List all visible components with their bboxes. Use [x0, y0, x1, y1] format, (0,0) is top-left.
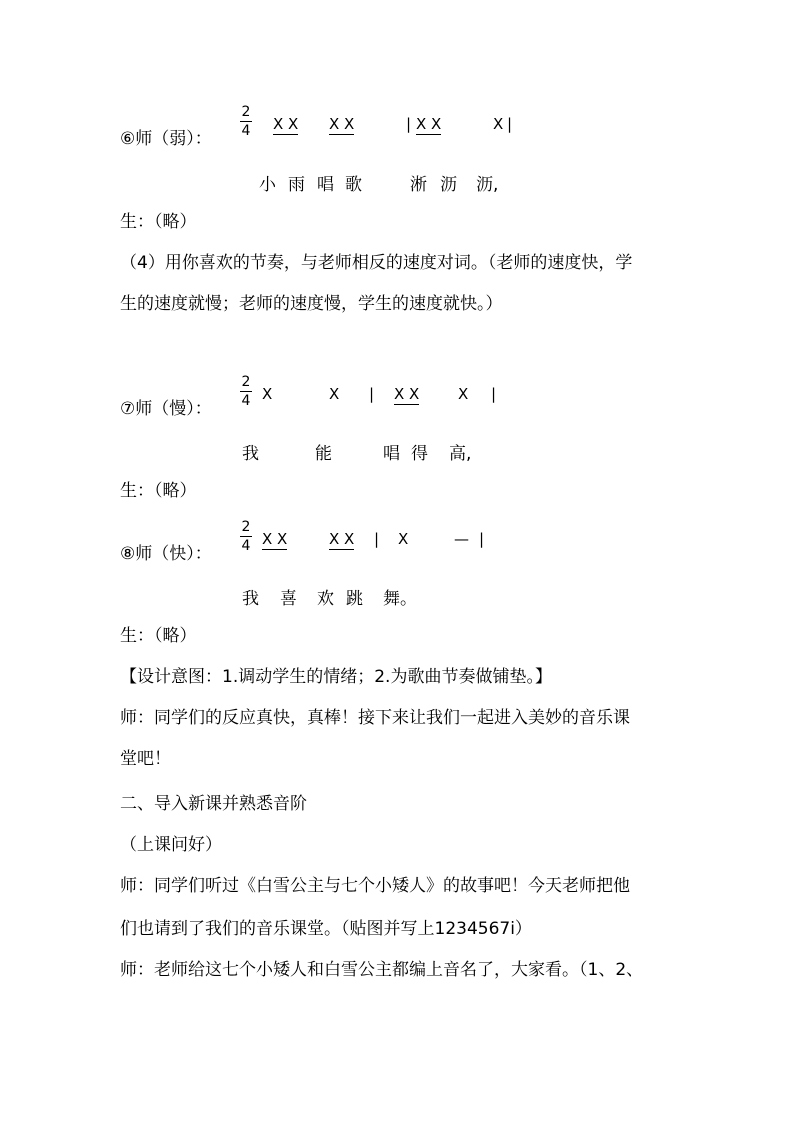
time-sig-top: 2	[241, 374, 251, 390]
lyric-char: 唱	[317, 175, 334, 195]
rhythm-note: X	[329, 385, 340, 403]
barline: |	[369, 385, 375, 403]
time-signature-8	[240, 519, 252, 554]
section-heading: 二、导入新课并熟悉音阶	[120, 794, 307, 814]
lyric-char: 欢	[317, 589, 334, 609]
time-signature-6	[240, 104, 252, 139]
barline: |	[491, 385, 497, 403]
paragraph-line: 师：老师给这七个小矮人和白雪公主都编上音名了，大家看。（1、2、	[120, 960, 644, 980]
teacher-line-8-label: ⑧师（快）：	[120, 544, 212, 564]
barline: |	[406, 115, 412, 133]
student-line: 生：（略）	[120, 481, 197, 501]
lyrics-7	[0, 439, 794, 464]
paragraph-line: （上课问好）	[120, 835, 222, 855]
time-sig-bottom: 4	[241, 393, 251, 409]
rhythm-group: X X	[273, 115, 299, 133]
design-intent: 【设计意图：1.调动学生的情绪；2.为歌曲节奏做铺垫。】	[120, 667, 552, 687]
lyric-char: 喜	[280, 589, 297, 609]
lyrics-8	[0, 584, 794, 609]
lyric-char: 雨	[288, 175, 305, 195]
lyric-char: 唱	[383, 444, 400, 464]
lyric-char: 能	[315, 444, 332, 464]
barline: |	[507, 115, 513, 133]
rhythm-note: X	[458, 385, 469, 403]
paragraph-line: （4）用你喜欢的节奏，与老师相反的速度对词。（老师的速度快，学	[120, 253, 633, 273]
dash: —	[454, 530, 469, 548]
rhythm-group: X X	[329, 530, 355, 548]
rhythm-note: X	[398, 530, 409, 548]
teacher-line-7-label: ⑦师（慢）：	[120, 399, 212, 419]
rhythm-note: X	[493, 115, 504, 133]
rhythm-group: X X	[329, 115, 355, 133]
lyric-char: 沥	[440, 175, 457, 195]
paragraph-line: 师：同学们的反应真快，真棒！接下来让我们一起进入美妙的音乐课	[120, 708, 630, 728]
lyric-char: 舞。	[383, 589, 417, 609]
lyric-char: 小	[259, 175, 276, 195]
time-sig-top: 2	[241, 519, 251, 535]
lyrics-6	[0, 170, 794, 195]
time-sig-top: 2	[241, 104, 251, 120]
student-line: 生：（略）	[120, 626, 197, 646]
lyric-char: 我	[242, 589, 259, 609]
teacher-line-6-label: ⑥师（弱）：	[120, 129, 212, 149]
rhythm-group: X X	[394, 385, 420, 403]
time-sig-bottom: 4	[241, 538, 251, 554]
student-line: 生：（略）	[120, 212, 197, 232]
barline: |	[479, 530, 485, 548]
lyric-char: 高,	[449, 444, 472, 464]
paragraph-line: 堂吧！	[120, 749, 171, 769]
time-sig-bottom: 4	[241, 123, 251, 139]
lyric-char: 淅	[410, 175, 427, 195]
barline: |	[374, 530, 380, 548]
rhythm-note: X	[262, 385, 273, 403]
paragraph-line: 师：同学们听过《白雪公主与七个小矮人》的故事吧！今天老师把他	[120, 876, 630, 896]
paragraph-line: 们也请到了我们的音乐课堂。（贴图并写上1234567i）	[120, 919, 532, 939]
lyric-char: 沥,	[476, 175, 499, 195]
rhythm-group: X X	[416, 115, 442, 133]
rhythm-group: X X	[262, 530, 288, 548]
time-signature-7	[240, 374, 252, 409]
lyric-char: 我	[242, 444, 259, 464]
paragraph-line: 生的速度就慢；老师的速度慢，学生的速度就快。）	[120, 294, 503, 314]
lyric-char: 得	[411, 444, 428, 464]
lyric-char: 歌	[345, 175, 362, 195]
lyric-char: 跳	[346, 589, 363, 609]
